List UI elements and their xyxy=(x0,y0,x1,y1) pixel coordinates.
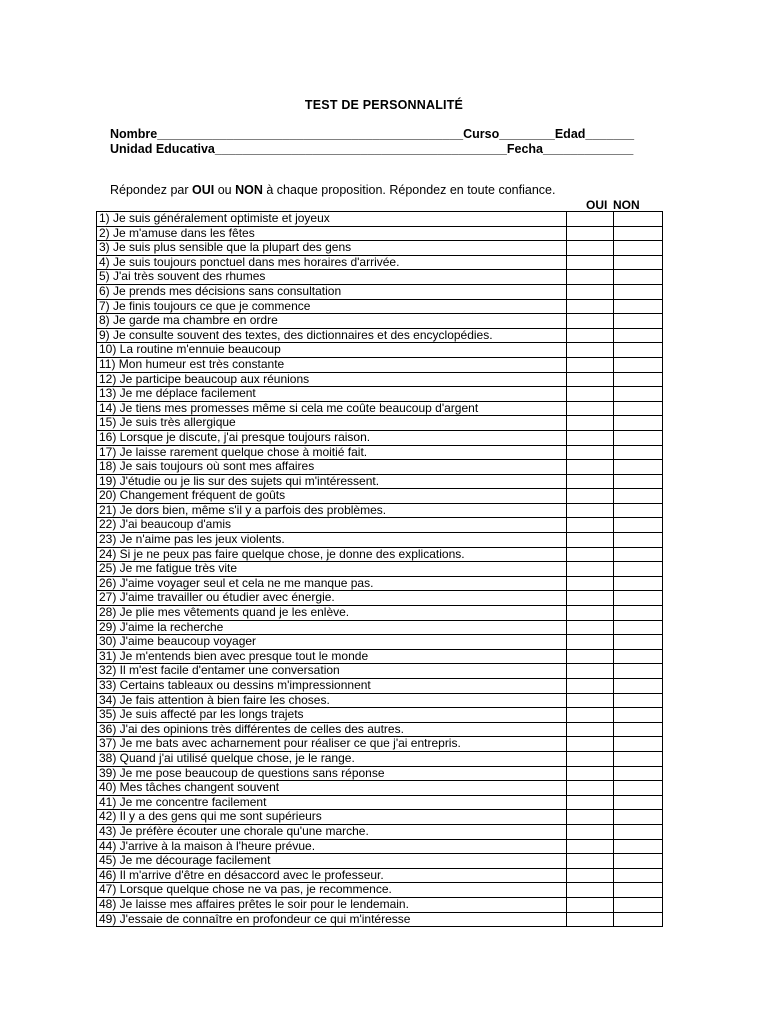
answer-box-oui[interactable] xyxy=(567,693,614,708)
answer-box-oui[interactable] xyxy=(567,679,614,694)
answer-box-non[interactable] xyxy=(614,693,663,708)
statement-text: 19) J'étudie ou je lis sur des sujets qui m'intéressent. xyxy=(97,474,567,489)
answer-box-oui[interactable] xyxy=(567,489,614,504)
statement-text: 41) Je me concentre facilement xyxy=(97,795,567,810)
table-row xyxy=(97,445,663,460)
answer-box-non[interactable] xyxy=(614,445,663,460)
answer-box-non[interactable] xyxy=(614,518,663,533)
statement-text: 34) Je fais attention à bien faire les choses. xyxy=(97,693,567,708)
column-header-oui: OUI xyxy=(586,198,608,212)
table-row xyxy=(97,620,663,635)
table-row xyxy=(97,751,663,766)
form-line-school-date: Unidad Educativa__________________________________________Fecha_____________ xyxy=(110,142,634,156)
table-row xyxy=(97,533,663,548)
instruction-mid: ou xyxy=(214,183,236,197)
answer-box-non[interactable] xyxy=(614,664,663,679)
statement-text: 20) Changement fréquent de goûts xyxy=(97,489,567,504)
answer-box-oui[interactable] xyxy=(567,576,614,591)
statement-text: 6) Je prends mes décisions sans consultation xyxy=(97,284,567,299)
answer-box-non[interactable] xyxy=(614,328,663,343)
statement-text: 13) Je me déplace facilement xyxy=(97,387,567,402)
statement-text: 12) Je participe beaucoup aux réunions xyxy=(97,372,567,387)
answer-box-oui[interactable] xyxy=(567,897,614,912)
statement-text: 42) Il y a des gens qui me sont supérieurs xyxy=(97,810,567,825)
table-row xyxy=(97,664,663,679)
answer-box-oui[interactable] xyxy=(567,839,614,854)
statement-text: 32) Il m'est facile d'entamer une conversation xyxy=(97,664,567,679)
answer-box-non[interactable] xyxy=(614,679,663,694)
answer-box-non[interactable] xyxy=(614,547,663,562)
answer-box-non[interactable] xyxy=(614,854,663,869)
instruction-text xyxy=(110,183,555,197)
answer-box-non[interactable] xyxy=(614,737,663,752)
answer-box-oui[interactable] xyxy=(567,591,614,606)
answer-box-oui[interactable] xyxy=(567,401,614,416)
answer-box-non[interactable] xyxy=(614,212,663,227)
answer-box-oui[interactable] xyxy=(567,387,614,402)
statement-text: 40) Mes tâches changent souvent xyxy=(97,781,567,796)
answer-box-oui[interactable] xyxy=(567,722,614,737)
statement-text: 45) Je me décourage facilement xyxy=(97,854,567,869)
table-row xyxy=(97,489,663,504)
answer-box-non[interactable] xyxy=(614,766,663,781)
table-row xyxy=(97,503,663,518)
statement-text: 23) Je n'aime pas les jeux violents. xyxy=(97,533,567,548)
answer-box-non[interactable] xyxy=(614,824,663,839)
statement-text: 7) Je finis toujours ce que je commence xyxy=(97,299,567,314)
table-row xyxy=(97,693,663,708)
table-row xyxy=(97,839,663,854)
table-row xyxy=(97,226,663,241)
statement-text: 38) Quand j'ai utilisé quelque chose, je le range. xyxy=(97,751,567,766)
statement-text: 35) Je suis affecté par les longs trajets xyxy=(97,708,567,723)
answer-box-oui[interactable] xyxy=(567,795,614,810)
statement-text: 39) Je me pose beaucoup de questions sans réponse xyxy=(97,766,567,781)
table-row xyxy=(97,766,663,781)
answer-box-non[interactable] xyxy=(614,226,663,241)
table-row xyxy=(97,387,663,402)
answer-box-oui[interactable] xyxy=(567,664,614,679)
statement-text: 3) Je suis plus sensible que la plupart des gens xyxy=(97,241,567,256)
answer-box-non[interactable] xyxy=(614,416,663,431)
table-row xyxy=(97,591,663,606)
answer-box-oui[interactable] xyxy=(567,212,614,227)
answer-box-oui[interactable] xyxy=(567,781,614,796)
answer-box-oui[interactable] xyxy=(567,737,614,752)
answer-box-non[interactable] xyxy=(614,591,663,606)
answer-box-non[interactable] xyxy=(614,299,663,314)
answer-box-oui[interactable] xyxy=(567,562,614,577)
statement-text: 27) J'aime travailler ou étudier avec énergie. xyxy=(97,591,567,606)
answer-box-oui[interactable] xyxy=(567,810,614,825)
answer-box-non[interactable] xyxy=(614,357,663,372)
answer-box-non[interactable] xyxy=(614,708,663,723)
instruction-pre: Répondez par xyxy=(110,183,193,197)
statement-text: 49) J'essaie de connaître en profondeur ce qui m'intéresse xyxy=(97,912,567,927)
table-row xyxy=(97,314,663,329)
answer-box-oui[interactable] xyxy=(567,547,614,562)
statement-text: 8) Je garde ma chambre en ordre xyxy=(97,314,567,329)
questionnaire-body xyxy=(97,212,663,927)
table-row xyxy=(97,722,663,737)
table-row xyxy=(97,357,663,372)
answer-box-oui[interactable] xyxy=(567,751,614,766)
statement-text: 22) J'ai beaucoup d'amis xyxy=(97,518,567,533)
table-row xyxy=(97,606,663,621)
table-row xyxy=(97,547,663,562)
statement-text: 16) Lorsque je discute, j'ai presque toujours raison. xyxy=(97,430,567,445)
table-row xyxy=(97,635,663,650)
answer-box-non[interactable] xyxy=(614,810,663,825)
table-row xyxy=(97,576,663,591)
table-row xyxy=(97,649,663,664)
answer-box-non[interactable] xyxy=(614,722,663,737)
answer-box-non[interactable] xyxy=(614,503,663,518)
statement-text: 47) Lorsque quelque chose ne va pas, je recommence. xyxy=(97,883,567,898)
answer-box-oui[interactable] xyxy=(567,606,614,621)
answer-box-oui[interactable] xyxy=(567,314,614,329)
statement-text: 48) Je laisse mes affaires prêtes le soir pour le lendemain. xyxy=(97,897,567,912)
answer-box-oui[interactable] xyxy=(567,226,614,241)
instruction-non: NON xyxy=(235,183,263,197)
statement-text: 43) Je préfère écouter une chorale qu'une marche. xyxy=(97,824,567,839)
answer-box-oui[interactable] xyxy=(567,649,614,664)
answer-box-oui[interactable] xyxy=(567,284,614,299)
table-row xyxy=(97,897,663,912)
answer-box-non[interactable] xyxy=(614,533,663,548)
answer-box-non[interactable] xyxy=(614,781,663,796)
answer-box-oui[interactable] xyxy=(567,372,614,387)
answer-box-non[interactable] xyxy=(614,270,663,285)
statement-text: 17) Je laisse rarement quelque chose à moitié fait. xyxy=(97,445,567,460)
statement-text: 21) Je dors bien, même s'il y a parfois des problèmes. xyxy=(97,503,567,518)
answer-box-non[interactable] xyxy=(614,401,663,416)
table-row xyxy=(97,737,663,752)
statement-text: 2) Je m'amuse dans les fêtes xyxy=(97,226,567,241)
table-row xyxy=(97,795,663,810)
table-row xyxy=(97,343,663,358)
table-row xyxy=(97,401,663,416)
table-row xyxy=(97,299,663,314)
answer-box-non[interactable] xyxy=(614,284,663,299)
answer-box-non[interactable] xyxy=(614,751,663,766)
answer-box-oui[interactable] xyxy=(567,299,614,314)
statement-text: 33) Certains tableaux ou dessins m'impressionnent xyxy=(97,679,567,694)
answer-box-non[interactable] xyxy=(614,649,663,664)
answer-box-non[interactable] xyxy=(614,314,663,329)
answer-box-oui[interactable] xyxy=(567,503,614,518)
table-row xyxy=(97,868,663,883)
form-line-name-course-age: Nombre____________________________________________Curso________Edad_______ xyxy=(110,127,635,141)
answer-box-non[interactable] xyxy=(614,576,663,591)
statement-text: 1) Je suis généralement optimiste et joyeux xyxy=(97,212,567,227)
statement-text: 36) J'ai des opinions très différentes de celles des autres. xyxy=(97,722,567,737)
answer-box-oui[interactable] xyxy=(567,912,614,927)
table-row xyxy=(97,474,663,489)
answer-box-non[interactable] xyxy=(614,460,663,475)
answer-box-oui[interactable] xyxy=(567,635,614,650)
answer-box-non[interactable] xyxy=(614,620,663,635)
answer-box-non[interactable] xyxy=(614,897,663,912)
statement-text: 9) Je consulte souvent des textes, des dictionnaires et des encyclopédies. xyxy=(97,328,567,343)
table-row xyxy=(97,460,663,475)
statement-text: 26) J'aime voyager seul et cela ne me manque pas. xyxy=(97,576,567,591)
instruction-post: à chaque proposition. Répondez en toute confiance. xyxy=(262,183,556,197)
answer-box-oui[interactable] xyxy=(567,430,614,445)
answer-box-non[interactable] xyxy=(614,912,663,927)
statement-text: 14) Je tiens mes promesses même si cela me coûte beaucoup d'argent xyxy=(97,401,567,416)
answer-box-non[interactable] xyxy=(614,255,663,270)
table-row xyxy=(97,781,663,796)
answer-box-oui[interactable] xyxy=(567,270,614,285)
statement-text: 29) J'aime la recherche xyxy=(97,620,567,635)
table-row xyxy=(97,518,663,533)
answer-box-non[interactable] xyxy=(614,795,663,810)
questionnaire-table xyxy=(96,211,663,927)
answer-box-oui[interactable] xyxy=(567,854,614,869)
column-header-non: NON xyxy=(613,198,640,212)
statement-text: 15) Je suis très allergique xyxy=(97,416,567,431)
answer-box-oui[interactable] xyxy=(567,518,614,533)
answer-box-non[interactable] xyxy=(614,489,663,504)
instruction-oui: OUI xyxy=(192,183,215,197)
table-row xyxy=(97,270,663,285)
statement-text: 24) Si je ne peux pas faire quelque chose, je donne des explications. xyxy=(97,547,567,562)
statement-text: 46) Il m'arrive d'être en désaccord avec le professeur. xyxy=(97,868,567,883)
table-row xyxy=(97,708,663,723)
statement-text: 25) Je me fatigue très vite xyxy=(97,562,567,577)
answer-box-non[interactable] xyxy=(614,430,663,445)
statement-text: 28) Je plie mes vêtements quand je les enlève. xyxy=(97,606,567,621)
table-row xyxy=(97,679,663,694)
answer-box-oui[interactable] xyxy=(567,868,614,883)
statement-text: 31) Je m'entends bien avec presque tout le monde xyxy=(97,649,567,664)
answer-box-oui[interactable] xyxy=(567,328,614,343)
answer-box-non[interactable] xyxy=(614,635,663,650)
answer-box-oui[interactable] xyxy=(567,460,614,475)
answer-box-non[interactable] xyxy=(614,562,663,577)
table-row xyxy=(97,854,663,869)
table-row xyxy=(97,284,663,299)
table-row xyxy=(97,810,663,825)
answer-box-oui[interactable] xyxy=(567,416,614,431)
table-row xyxy=(97,883,663,898)
table-row xyxy=(97,824,663,839)
answer-box-oui[interactable] xyxy=(567,708,614,723)
statement-text: 10) La routine m'ennuie beaucoup xyxy=(97,343,567,358)
table-row xyxy=(97,241,663,256)
answer-box-oui[interactable] xyxy=(567,343,614,358)
table-row xyxy=(97,212,663,227)
page-title: TEST DE PERSONNALITÉ xyxy=(304,98,464,112)
answer-box-non[interactable] xyxy=(614,474,663,489)
statement-text: 11) Mon humeur est très constante xyxy=(97,357,567,372)
table-row xyxy=(97,416,663,431)
statement-text: 18) Je sais toujours où sont mes affaires xyxy=(97,460,567,475)
answer-box-non[interactable] xyxy=(614,839,663,854)
answer-box-oui[interactable] xyxy=(567,445,614,460)
answer-box-non[interactable] xyxy=(614,868,663,883)
answer-box-non[interactable] xyxy=(614,606,663,621)
answer-box-non[interactable] xyxy=(614,241,663,256)
answer-box-oui[interactable] xyxy=(567,357,614,372)
statement-text: 37) Je me bats avec acharnement pour réaliser ce que j'ai entrepris. xyxy=(97,737,567,752)
table-row xyxy=(97,255,663,270)
table-row xyxy=(97,372,663,387)
answer-box-oui[interactable] xyxy=(567,824,614,839)
answer-box-oui[interactable] xyxy=(567,241,614,256)
answer-box-non[interactable] xyxy=(614,343,663,358)
answer-box-oui[interactable] xyxy=(567,255,614,270)
answer-box-oui[interactable] xyxy=(567,474,614,489)
answer-box-non[interactable] xyxy=(614,372,663,387)
answer-box-oui[interactable] xyxy=(567,533,614,548)
statement-text: 30) J'aime beaucoup voyager xyxy=(97,635,567,650)
table-row xyxy=(97,430,663,445)
statement-text: 4) Je suis toujours ponctuel dans mes horaires d'arrivée. xyxy=(97,255,567,270)
answer-box-non[interactable] xyxy=(614,387,663,402)
answer-box-oui[interactable] xyxy=(567,883,614,898)
answer-box-non[interactable] xyxy=(614,883,663,898)
statement-text: 44) J'arrive à la maison à l'heure prévue. xyxy=(97,839,567,854)
table-row xyxy=(97,912,663,927)
answer-box-oui[interactable] xyxy=(567,766,614,781)
table-row xyxy=(97,328,663,343)
table-row xyxy=(97,562,663,577)
answer-box-oui[interactable] xyxy=(567,620,614,635)
statement-text: 5) J'ai très souvent des rhumes xyxy=(97,270,567,285)
